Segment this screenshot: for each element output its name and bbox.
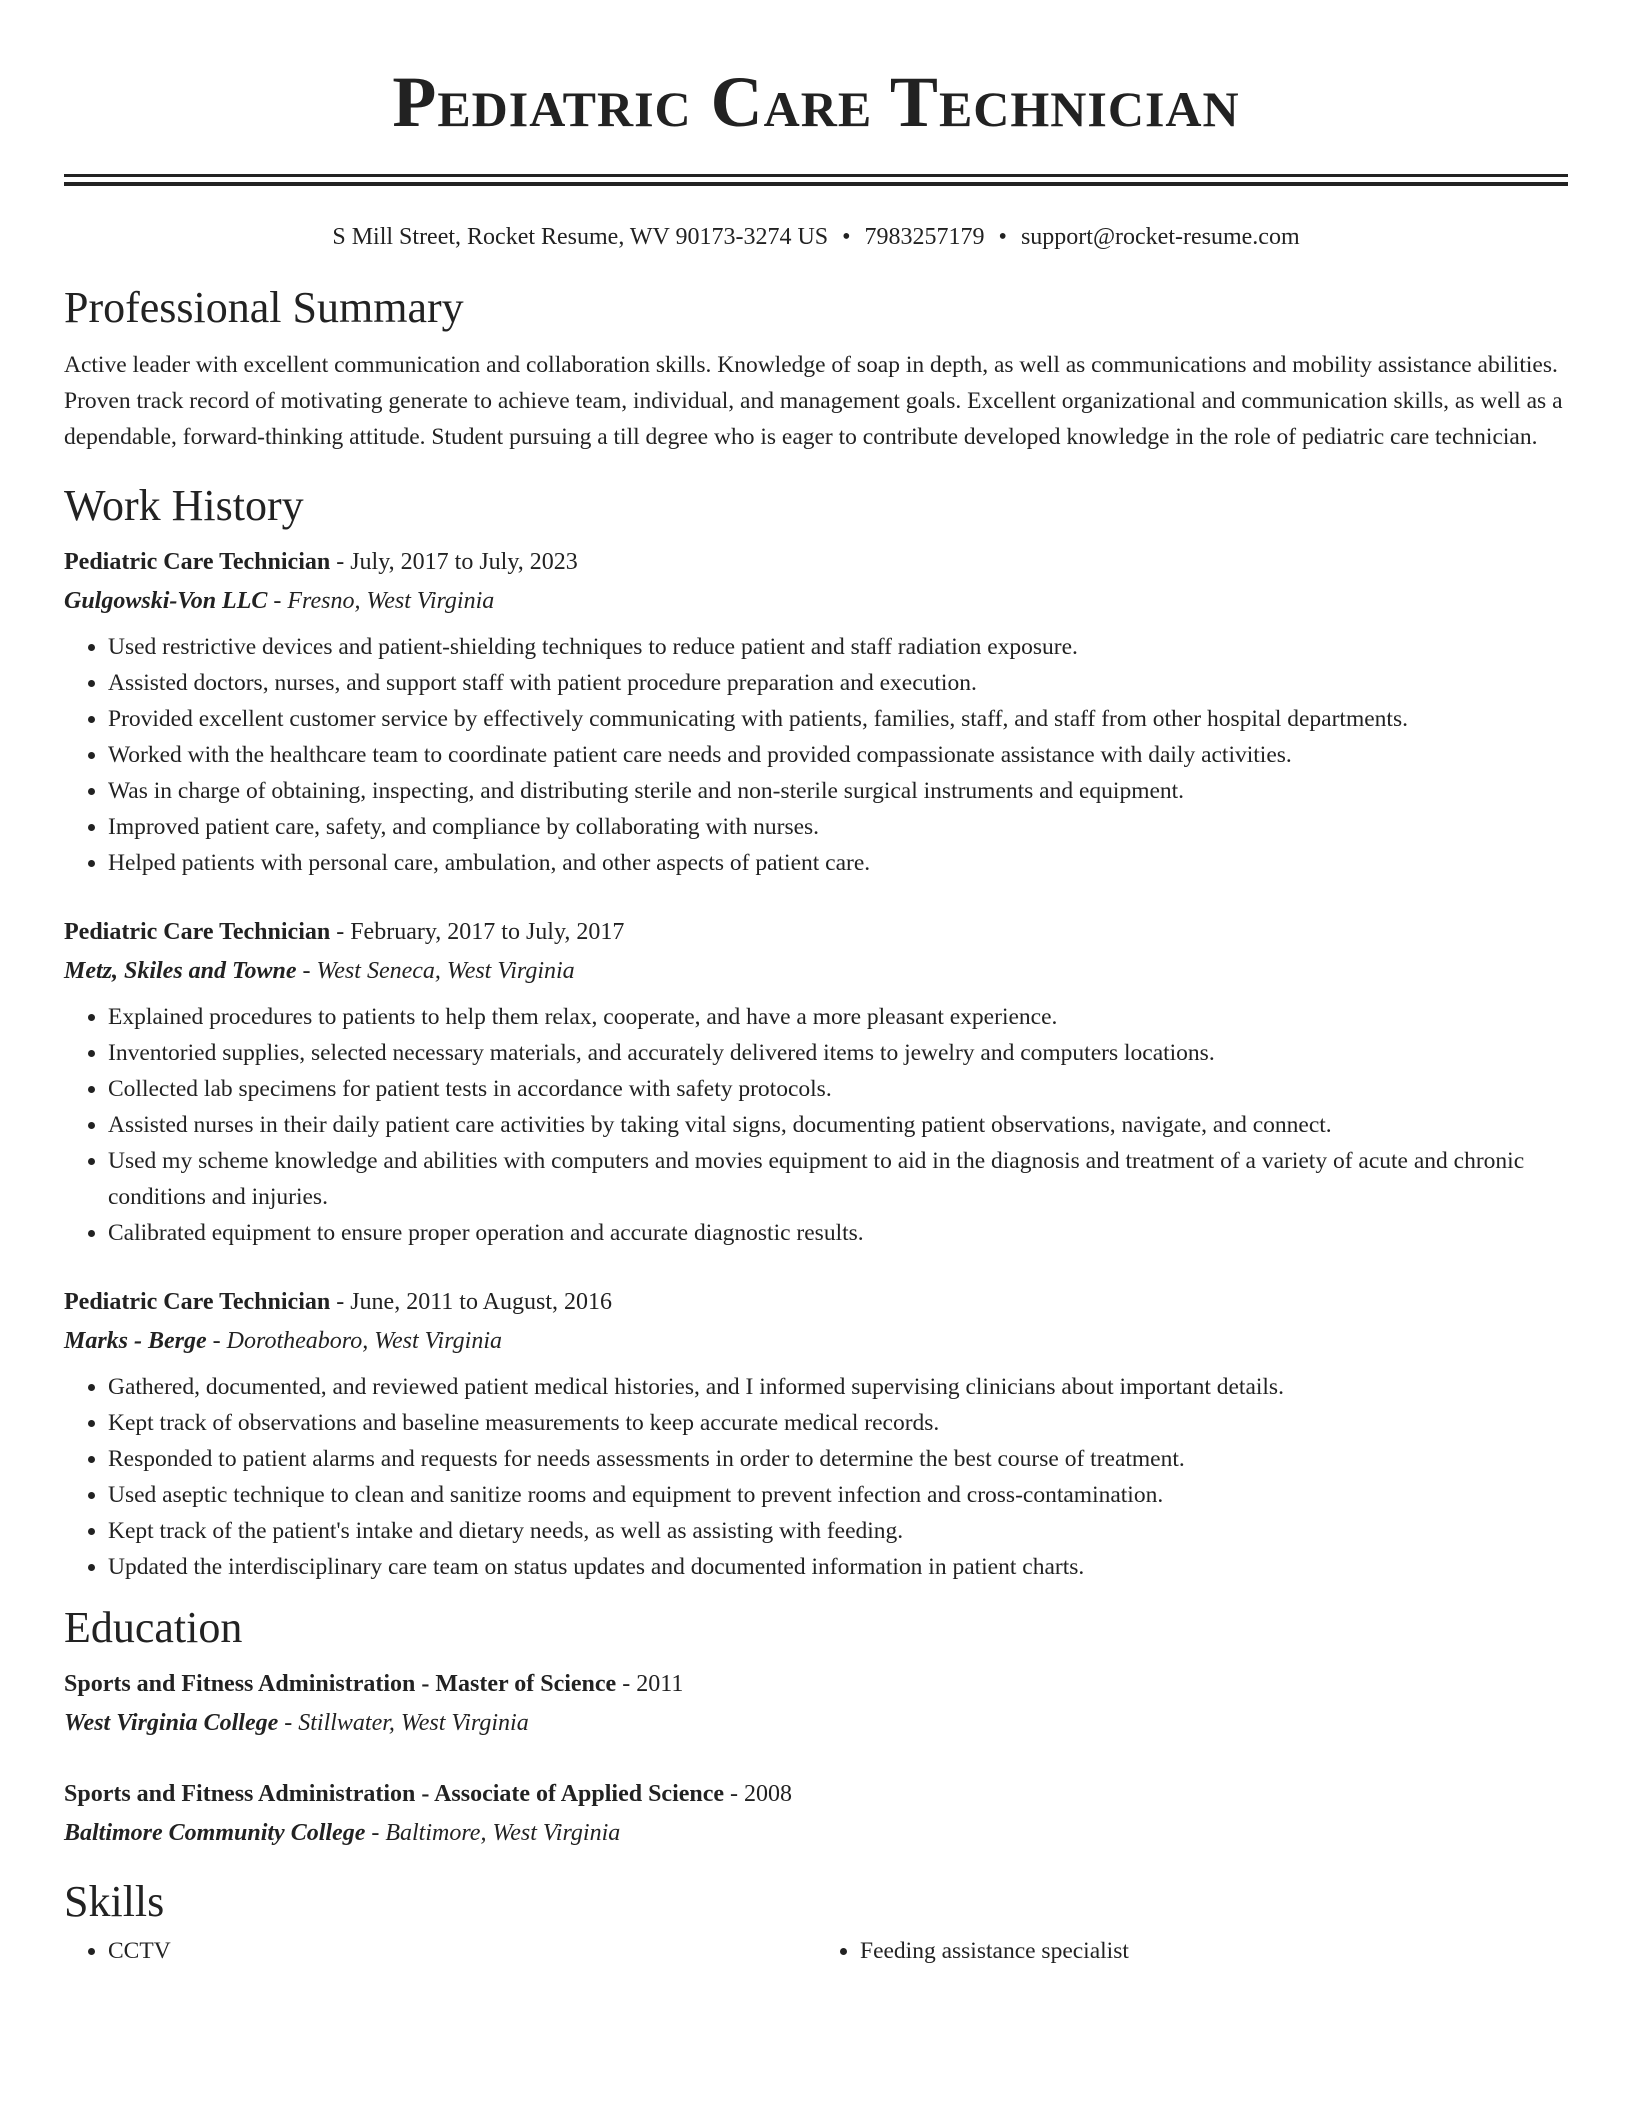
degree-name: Sports and Fitness Administration - Master of Science <box>64 1671 617 1697</box>
job-entry <box>64 543 1568 881</box>
job-bullets <box>64 999 1568 1251</box>
work-history-section <box>64 479 1568 1585</box>
list-item: • Improved patient care, safety, and compliance by collaborating with nurses. <box>108 809 1568 845</box>
contact-phone: 7983257179 <box>864 224 985 250</box>
degree-year: - 2011 <box>616 1671 684 1697</box>
list-item: • Kept track of observations and baseline measurements to keep accurate medical records. <box>108 1405 1568 1441</box>
education-heading: Education <box>64 1603 243 1652</box>
contact-address: S Mill Street, Rocket Resume, WV 90173-3274 US <box>332 224 829 250</box>
company-name: Gulgowski-Von LLC <box>64 588 268 614</box>
list-item: • Assisted nurses in their daily patient care activities by taking vital signs, documenting patient observations, navigate, and connect. <box>108 1107 1568 1143</box>
list-item: • Kept track of the patient's intake and dietary needs, as well as assisting with feeding. <box>108 1513 1568 1549</box>
list-item: • Updated the interdisciplinary care team on status updates and documented information in patient charts. <box>108 1549 1568 1585</box>
job-dates: - February, 2017 to July, 2017 <box>330 919 625 945</box>
company-location: - West Seneca, West Virginia <box>296 958 575 984</box>
degree-line <box>64 1775 1568 1814</box>
school-name: Baltimore Community College <box>64 1820 366 1846</box>
school-location: - Stillwater, West Virginia <box>278 1710 529 1736</box>
degree-name: Sports and Fitness Administration - Associate of Applied Science <box>64 1781 725 1807</box>
list-item: • Calibrated equipment to ensure proper operation and accurate diagnostic results. <box>108 1215 1568 1251</box>
contact-separator: • <box>842 224 851 250</box>
contact-line <box>64 222 1568 252</box>
list-item: • Used my scheme knowledge and abilities with computers and movies equipment to aid in the diagnosis and treatment of a variety of acute and chronic conditions and injuries. <box>108 1143 1568 1215</box>
job-title: Pediatric Care Technician <box>64 1289 331 1315</box>
skills-grid <box>64 1929 1568 1969</box>
list-item: • Explained procedures to patients to help them relax, cooperate, and have a more pleasant experience. <box>108 999 1568 1035</box>
contact-email[interactable]: support@rocket-resume.com <box>1020 224 1300 250</box>
skills-column-right <box>816 1933 1568 1969</box>
list-item: • Used aseptic technique to clean and sanitize rooms and equipment to prevent infection and cross-contamination. <box>108 1477 1568 1513</box>
job-title-line <box>64 913 1568 952</box>
list-item: • Collected lab specimens for patient tests in accordance with safety protocols. <box>108 1071 1568 1107</box>
summary-section <box>64 281 1568 455</box>
summary-heading: Professional Summary <box>64 283 464 332</box>
company-line <box>64 582 1568 621</box>
list-item: • Helped patients with personal care, ambulation, and other aspects of patient care. <box>108 845 1568 881</box>
skills-heading: Skills <box>64 1877 165 1926</box>
degree-line <box>64 1665 1568 1704</box>
school-line <box>64 1704 1568 1743</box>
company-line <box>64 1322 1568 1361</box>
company-location: - Fresno, West Virginia <box>267 588 495 614</box>
page-title: Pediatric Care Technician <box>392 62 1240 142</box>
company-line <box>64 952 1568 991</box>
education-entry <box>64 1775 1568 1853</box>
job-bullets <box>64 1369 1568 1585</box>
list-item: • CCTV <box>108 1933 816 1969</box>
list-item: • Inventoried supplies, selected necessary materials, and accurately delivered items to jewelry and computers locations. <box>108 1035 1568 1071</box>
education-section <box>64 1601 1568 1853</box>
job-dates: - July, 2017 to July, 2023 <box>330 549 578 575</box>
skills-column-left <box>64 1933 816 1969</box>
school-line <box>64 1814 1568 1853</box>
job-entry <box>64 1283 1568 1585</box>
work-history-heading: Work History <box>64 481 304 530</box>
list-item: • Feeding assistance specialist <box>860 1933 1568 1969</box>
list-item: • Was in charge of obtaining, inspecting, and distributing sterile and non-sterile surgical instruments and equipment. <box>108 773 1568 809</box>
job-title: Pediatric Care Technician <box>64 919 331 945</box>
list-item: • Gathered, documented, and reviewed patient medical histories, and I informed supervising clinicians about important details. <box>108 1369 1568 1405</box>
job-entry <box>64 913 1568 1251</box>
company-location: - Dorotheaboro, West Virginia <box>206 1328 502 1354</box>
list-item: • Used restrictive devices and patient-shielding techniques to reduce patient and staff radiation exposure. <box>108 629 1568 665</box>
job-dates: - June, 2011 to August, 2016 <box>330 1289 612 1315</box>
resume-page <box>64 0 1568 1969</box>
list-item: • Responded to patient alarms and requests for needs assessments in order to determine the best course of treatment. <box>108 1441 1568 1477</box>
list-item: • Worked with the healthcare team to coordinate patient care needs and provided compassionate assistance with daily activities. <box>108 737 1568 773</box>
education-entry <box>64 1665 1568 1743</box>
school-location: - Baltimore, West Virginia <box>365 1820 621 1846</box>
skills-section <box>64 1875 1568 1969</box>
company-name: Metz, Skiles and Towne <box>64 958 297 984</box>
job-title-line <box>64 543 1568 582</box>
list-item: • Provided excellent customer service by effectively communicating with patients, families, staff, and staff from other hospital departments. <box>108 701 1568 737</box>
job-title-line <box>64 1283 1568 1322</box>
contact-separator: • <box>998 224 1007 250</box>
company-name: Marks - Berge <box>64 1328 207 1354</box>
job-title: Pediatric Care Technician <box>64 549 331 575</box>
school-name: West Virginia College <box>64 1710 279 1736</box>
job-bullets <box>64 629 1568 881</box>
degree-year: - 2008 <box>724 1781 793 1807</box>
summary-text: Active leader with excellent communication and collaboration skills. Knowledge of soap in depth, as well as communications and mobility assistance abilities. Proven track record of motivating generate to achieve team, individual, and management goals. Excellent organizational and communication skills, as well as a dependable, forward-thinking attitude. Student pursuing a till degree who is eager to contribute developed knowledge in the role of pediatric care technician. <box>64 352 1563 450</box>
list-item: • Assisted doctors, nurses, and support staff with patient procedure preparation and execution. <box>108 665 1568 701</box>
title-divider <box>64 174 1568 186</box>
